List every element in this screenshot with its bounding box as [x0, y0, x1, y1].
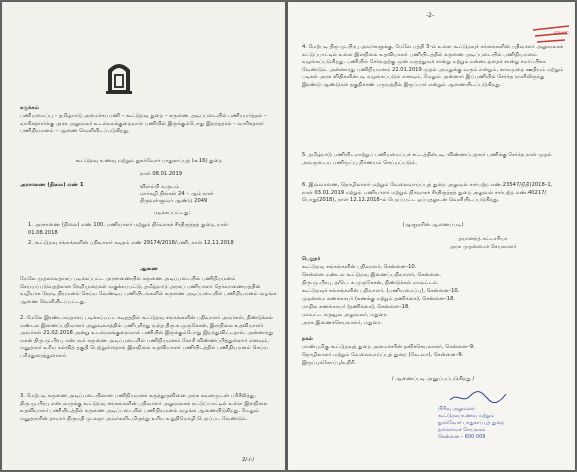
- subject-paragraph: பணியமைப்பு – தமிழ்நாடு அமைச்சுப்பணி – கூட்டுறவு துறை – கருணை அடிப்படையில் பணியமர்த்தல் – வாரிசுதாரர்க்கு அரசு அலுவலர் உடல்நலக்குறைவால் பணியில் இருக்கும்போது இறந்ததால் – வாரிசுதாரர் பணிநியமனம் – ஆணை வெளியிடப்படுகிறது.: [20, 113, 267, 135]
- recipient-item: முதன்மை கணக்காயர் (கணக்கு மற்றும் தணிக்கை), சென்னை–18.: [302, 296, 456, 302]
- paragraph-5: 5. தமிழ்நாடு பணியிடமாற்றுப் பணியமைப்புச் சட்டத்தின்படி, விண்ணப்பதாரர் பணிக்கு சேர்ந்த நாள் முதல் அவருடைய பணிமூப்பு நிர்ணயம் செய்யப்படும்.: [302, 152, 552, 166]
- stamp-line: தலைமைச் செயலகம்: [438, 427, 486, 433]
- copy-label: நகல்: [302, 336, 313, 342]
- signatory-name: தயானந்த் கட்டாரியா: [458, 236, 508, 242]
- recipient-item: கூட்டுறவுச் சங்கங்களின் பதிவாளர், (பணியமைப்பு), சென்னை–10.: [302, 288, 460, 294]
- paragraph-1: மேலே முதலாவதாகப் படிக்கப்பட்ட அரசாணையில் கருணை அடிப்படையில் பணிநியமனம் செய்யப்படுவதற்கான நெறிமுறைகள் வகுக்கப்பட்டு, தமிழ்நாடு அரசுப் பணியாளர் தேர்வாணையத்தின் வழியாக நேரடி நியமனம் செய்ய வேண்டிய பணியிடங்களில் கருணை அடிப்படையில் பணிநியமனம் வழங்க ஆணை வெளியிடப்பட்டது.: [20, 276, 277, 305]
- stamp-line: கூட்டுறவு உணவு மற்றும்: [438, 413, 495, 419]
- read-label: படிக்கப்பட்டது:: [153, 210, 191, 216]
- copy-item: மாண்புமிகு கூட்டுறவுத் துறை அமைச்சரின் தனிச்செயலாளர், சென்னை–9.: [302, 344, 475, 350]
- signature-icon: [448, 390, 508, 404]
- recipients-label: பெறுநர்: [302, 256, 321, 262]
- order-heading: ஆணை: [139, 266, 159, 272]
- left-page: [2, 2, 285, 470]
- order-by-governor: (ஆளுநரின் ஆணைப்படி): [402, 222, 464, 228]
- copy-item: இருப்புக்கோப்பு/உதிரி.: [302, 360, 357, 366]
- recipient-item: மாநில கணக்காயர் (தணிக்கை), சென்னை–18.: [302, 304, 410, 310]
- state-emblem-icon: [102, 56, 136, 96]
- paragraph-2: 2. மேலே இரண்டாவதாகப் படிக்கப்பட்ட கடிதத்தில் கூட்டுறவு சங்கங்களின் பதிவாளர் அவர்கள், திண்டுக்கல் மண்டல இணைப்பதிவாளர் அலுவலகத்தில் பணிபுரிந்து வந்த திரு.க.முருகேசன், இளநிலை உதவியாளர் அவர்கள் 21.02.2018 அன்று உடல்நலக்குறைவால் பணியில் இருக்கும்போது இறந்துவிட்டதால், அன்னாரது மகன் திரு.மு.பிரபு என்பவர் கருணை அடிப்படையில் பணிநியமனம் கோரி விண்ணப்பித்துள்ளார் எனவும், மனுதாரர் உரிய கல்வித் தகுதி பெற்றுள்ளதால் இளநிலை உதவியாளர் பணியிடத்தில் பணிநியமனம் செய்ய பரிந்துரைத்துள்ளார்.: [20, 315, 274, 359]
- signatory-title: அரசு முதன்மைச் செயலாளர்: [449, 244, 517, 250]
- dept-heading: சுருக்கம்: [20, 105, 40, 111]
- page-number: -2-: [426, 12, 435, 19]
- recipient-item: மாவட்ட கருவூல அலுவலர், மதுரை.: [302, 312, 388, 318]
- paragraph-6: 6. இவ்வாணை, தொழிலாளர் மற்றும் வேலைவாய்ப்புத் துறை அலுவல் சார்பற்ற எண்.23547/நிதி(2018–1, நாள் 03.01.2019 மற்றும் பணியாளர் மற்றும் நிர்வாகச் சீர்திருத்தத் துறை அலுவல் சார்பற்ற எண்.40217/பொது(2018), நாள் 12.12.2018–ல் பெறப்பட்ட ஒப்புதலுடன் வெளியிடப்படுகிறது.: [302, 182, 553, 204]
- stamp-line: நுகர்வோர் பாதுகாப்புத் துறை: [438, 420, 505, 426]
- date-block: விளம்பி வருடம் மார்கழி திங்கள் 24 – ஆம் நாள் திருவள்ளுவர் ஆண்டு 2049: [140, 184, 214, 205]
- recipient-item: அரசு இணைச்செயலாளர், மதுரை.: [302, 320, 382, 326]
- paragraph-3: 3. மேற்படி கருணை அடிப்படையிலான பணிநியமனக் கருத்துருவினை அரசு கவனமுடன் பரிசீலித்து, திரு.மு.பிரபு என்பவருக்கு கூட்டுறவு சங்கங்களின் பதிவாளர் அலுவலகக் கட்டுப்பாட்டில் உள்ள இளநிலை உதவியாளர் பணியிடத்தில் கருணை அடிப்படையில் பணிநியமனம் வழங்க ஆணையிடுகிறது. மேலும் மனுதாரரின் தாயார் திருமதி மு.லதா அவர்களிடமிருந்து உரிய உறுதிமொழி பெறப்பட வேண்டும்.: [20, 393, 268, 422]
- office-line: கூட்டுறவு உணவு மற்றும் நுகர்வோர் பாதுகாப்புத் (கூ16) துறை: [75, 158, 223, 164]
- reference-1: 1. அரசாணை (நிலை) எண் 100, பணியாளர் மற்றும் நிர்வாகச் சீர்திருத்தத் துறை, நாள் 01.08.2018: [28, 222, 229, 236]
- page-footer: 2/-/-/: [242, 457, 255, 463]
- stamp-line: சென்னை – 600 009: [438, 434, 486, 440]
- stamp-line: பிரிவு அலுவலர்: [438, 406, 475, 412]
- date-small: நாள் 08.01.2019: [140, 171, 183, 177]
- order-number: அரசாணை (நிலை) எண் 1: [20, 182, 84, 188]
- paragraph-4: 4. மேற்படி திரு.மு.பிரபு அவர்களுக்கு, மேலே பத்தி 3–ல் உள்ள கூட்டுறவுச் சங்கங்களின் பதிவாளர் அலுவலகக் கட்டுப்பாட்டில் உள்ள இளநிலை உதவியாளர் பணியிடத்தில் கருணை அடிப்படையில் பணிநியமனம் வழங்கப்படுகிறது. பணியில் சேர்வதற்கு முன் மருத்துவச் சான்று மற்றும் நன்னடத்தைச் சான்று சமர்ப்பிக்க வேண்டும். அன்னாரது பணிநியமனம் 22.01.2019 முதல் அமலுக்கு வரும் என்றும், காலமுறை ஊதியம் மற்றும் படிகள் அரசு விதிகளின்படி வழங்கப்படும் எனவும், மேலும் அன்னார் இப்பணியில் சேர்ந்த நாளிலிருந்து இரண்டு ஆண்டுகள் தகுதிகாண் பருவத்தில் இருப்பார் என்றும் ஆணையிடப்படுகிறது.: [302, 44, 564, 88]
- forward-line: / ஆணைப்படி அனுப்பப்படுகிறது /: [391, 376, 475, 382]
- copy-item: தொழிலாளர் மற்றும் வேலைவாய்ப்புத் துறை (வே.வா), சென்னை–9.: [302, 352, 464, 358]
- reference-2: 2. கூட்டுறவு சங்கங்களின் பதிவாளர் கடிதம் எண் 29174/2018/பணி, நாள் 12.11.2018: [28, 240, 234, 246]
- red-mark-text: GRASE: [553, 32, 569, 37]
- recipient-item: கூட்டுறவு சங்கங்களின் பதிவாளர், சென்னை–10.: [302, 264, 417, 270]
- recipient-item: சென்னை மண்டல கூட்டுறவு இணைப்பதிவாளர், சென்னை.: [302, 272, 441, 278]
- right-page: [288, 2, 575, 470]
- recipient-item: திரு.மு.பிரபு, த/பெ. க.முருகேசன், திண்டுக்கல் மாவட்டம்.: [302, 280, 439, 286]
